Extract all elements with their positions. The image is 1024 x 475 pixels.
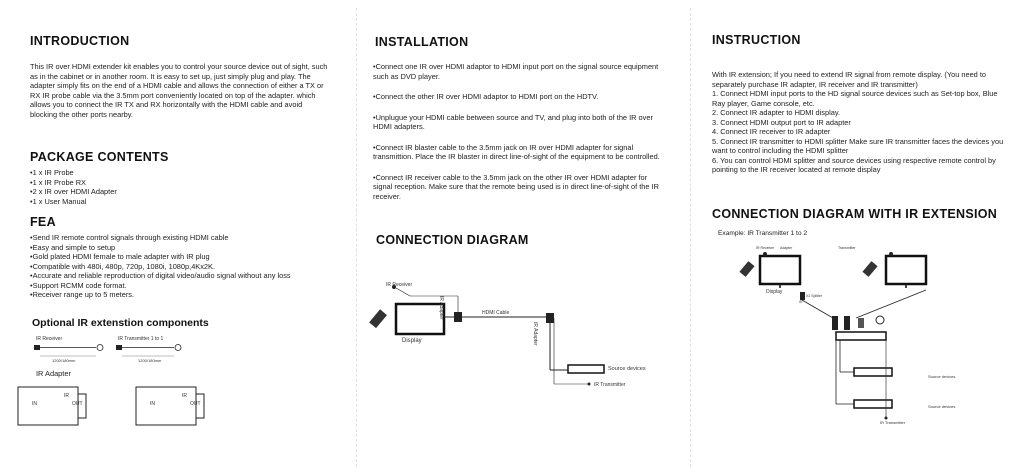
- transmitter-label: Transmitter: [838, 246, 856, 250]
- connection-diagram-heading: CONNECTION DIAGRAM: [376, 233, 529, 247]
- ir-extension-diagram: [708, 240, 1008, 430]
- list-item: •Support RCMM code format.: [30, 280, 127, 290]
- ir-label: IR: [799, 300, 803, 304]
- list-item: •Connect IR blaster cable to the 3.5mm jack on IR over HDMI adapter for signal transmittion. Place the IR blaster in direct line-of-sight of the equipment to be controlled.: [373, 142, 660, 161]
- source-devices-label: Source devices: [608, 366, 646, 372]
- ir-receiver-icon: [889, 252, 893, 256]
- list-item: 2. Connect IR adapter to HDMI display.: [712, 108, 841, 117]
- optional-components-heading: Optional IR extenstion components: [32, 317, 209, 329]
- installation-list: [373, 62, 668, 201]
- port-out: OUT: [72, 401, 83, 407]
- splitter-icon: [836, 332, 886, 340]
- adapter-label: Adapter: [780, 246, 793, 250]
- package-list: [30, 168, 330, 206]
- list-item: 5. Connect IR transmitter to HDMI splitter Make sure IR transmitter faces the devices you want to control including the HDMI splitter: [712, 136, 1004, 155]
- introduction-text: This IR over HDMI extender kit enables you to control your source device out of sight, such as in the cabinet or in another room. It is easy to set up, just simply plug and play. The adapter simply fits on the end of a HDMI cable and allows the connection of either a TX or RX IR probe cable via the 3.5mm port conveniently located on top of the adapter. which allows you to connect the IR TX and RX horizontally with the HDMI cable and avoid blocking the other ports nearby.: [30, 62, 328, 119]
- list-item: •Receiver range up to 5 meters.: [30, 290, 135, 299]
- instruction-text: [712, 70, 1004, 175]
- ir-transmitter-label: IR Transmitter 1 to 1: [118, 336, 164, 342]
- feature-list: [30, 233, 340, 300]
- ir-adapter-label: IR Adapter: [438, 296, 444, 320]
- instruction-heading: INSTRUCTION: [712, 33, 801, 47]
- ir-receiver-head-icon: [34, 345, 40, 350]
- ir-receiver-label: IR Receiver: [386, 282, 413, 288]
- example-label: Example: IR Transmitter 1 to 2: [718, 230, 808, 237]
- list-item: •1 x IR Probe: [30, 168, 74, 177]
- display-icon: [886, 256, 926, 284]
- list-item: •Connect the other IR over HDMI adaptor to HDMI port on the HDTV.: [373, 92, 599, 101]
- adapter-icon: [136, 387, 196, 425]
- display-icon: [760, 256, 800, 284]
- cable-length: 1200/180mm: [138, 358, 162, 363]
- list-item: •Send IR remote control signals through existing HDMI cable: [30, 233, 229, 242]
- ir-extension-heading: CONNECTION DIAGRAM WITH IR EXTENSION: [712, 207, 998, 221]
- remote-icon: [862, 261, 877, 277]
- list-item: 6. You can control HDMI splitter and source devices using respective remote control by pointing to the IR receiver located at remote display: [712, 155, 996, 174]
- splitter-label: X2 Splitter: [806, 294, 823, 298]
- ir-adapter-label: IR Adapter: [532, 322, 538, 346]
- ir-adapter-drawing: [8, 382, 188, 432]
- adapter-icon: [546, 313, 554, 323]
- ir-transmitter-icon: [588, 383, 591, 386]
- list-item: •Unplugue your HDMI cable between source and TV, and plug into both of the IR over HDMI adapters.: [373, 112, 653, 131]
- source-devices-label: Source devices: [928, 374, 956, 379]
- port-ir: IR: [182, 393, 187, 399]
- port-in: IN: [150, 401, 155, 407]
- list-item: 4. Connect IR receiver to IR adapter: [712, 127, 831, 136]
- adapter-icon: [454, 312, 462, 322]
- fea-heading: FEA: [30, 215, 56, 229]
- ir-adapter-label: IR Adapter: [36, 369, 71, 378]
- list-item: •Connect IR receiver cable to the 3.5mm jack on the other IR over HDMI adapter for signal reception. Make sure that the remote being used is in direct line-of-sight of the IR receiver.: [373, 172, 659, 201]
- column-divider: [356, 8, 357, 467]
- list-item: •1 x User Manual: [30, 196, 87, 206]
- list-item: •Connect one IR over HDMI adaptor to HDMI input port on the signal source equipment such as DVD player.: [373, 62, 659, 81]
- package-contents-heading: PACKAGE CONTENTS: [30, 150, 169, 164]
- list-item: 1. Connect HDMI input ports to the HD signal source devices such as Set-top box, Blue Ray player, Game console, etc.: [712, 89, 998, 108]
- list-item: •1 x IR Probe RX: [30, 177, 86, 187]
- ir-transmitter-head-icon: [116, 345, 122, 350]
- display-label: Display: [766, 289, 783, 295]
- connection-diagram: [370, 280, 670, 410]
- ir-receiver-icon: [763, 252, 767, 256]
- list-item: •2 x IR over HDMI Adapter: [30, 187, 117, 196]
- adapter-icon: [800, 292, 805, 300]
- column-middle: [370, 0, 670, 475]
- connector-icon: [844, 316, 850, 330]
- list-item: •Easy and simple to setup: [30, 242, 116, 252]
- hdmi-cable-label: HDMI Cable: [482, 310, 510, 316]
- ir-receiver-label: IR Receiver: [36, 336, 63, 342]
- display-label: Display: [402, 338, 422, 344]
- source-devices-label: Source devices: [928, 404, 956, 409]
- ir-transmitter-label: IR Transmitter: [594, 382, 626, 388]
- port-out: OUT: [190, 401, 201, 407]
- power-plug-icon: [858, 318, 864, 328]
- port-ir: IR: [64, 393, 69, 399]
- column-right: [708, 0, 1008, 475]
- plug-icon: [175, 345, 181, 351]
- installation-heading: INSTALLATION: [375, 35, 469, 49]
- port-in: IN: [32, 401, 37, 407]
- remote-icon: [369, 309, 387, 328]
- list-item: 3. Connect HDMI output port to IR adapter: [712, 117, 851, 127]
- ir-receiver-label: IR Receiver: [756, 246, 775, 250]
- plug-icon: [97, 345, 103, 351]
- ir-eye-icon: [876, 316, 884, 324]
- list-item: •Accurate and reliable reproduction of digital video/audio signal without any loss: [30, 271, 291, 280]
- introduction-heading: INTRODUCTION: [30, 34, 130, 48]
- cable-drawing: [34, 340, 234, 370]
- cable-length: 1200/180mm: [52, 358, 76, 363]
- adapter-icon: [18, 387, 78, 425]
- list-item: •Compatible with 480i, 480p, 720p, 1080i, 1080p,4Kx2K.: [30, 261, 216, 271]
- remote-icon: [739, 261, 754, 277]
- ir-transmitter-label: IR Transmitter: [880, 420, 906, 425]
- display-icon: [396, 304, 444, 334]
- list-item: •Gold plated HDMI female to male adapter with IR plug: [30, 252, 210, 261]
- column-left: [30, 0, 350, 475]
- connector-icon: [832, 316, 838, 330]
- instruction-intro: With IR extension; If you need to extend IR signal from remote display. (You need to separately purchase IR adapter, IR receiver and IR transmitter): [712, 70, 987, 89]
- source-device-icon: [568, 365, 604, 373]
- instruction-steps: [712, 89, 1004, 175]
- column-divider: [690, 8, 691, 467]
